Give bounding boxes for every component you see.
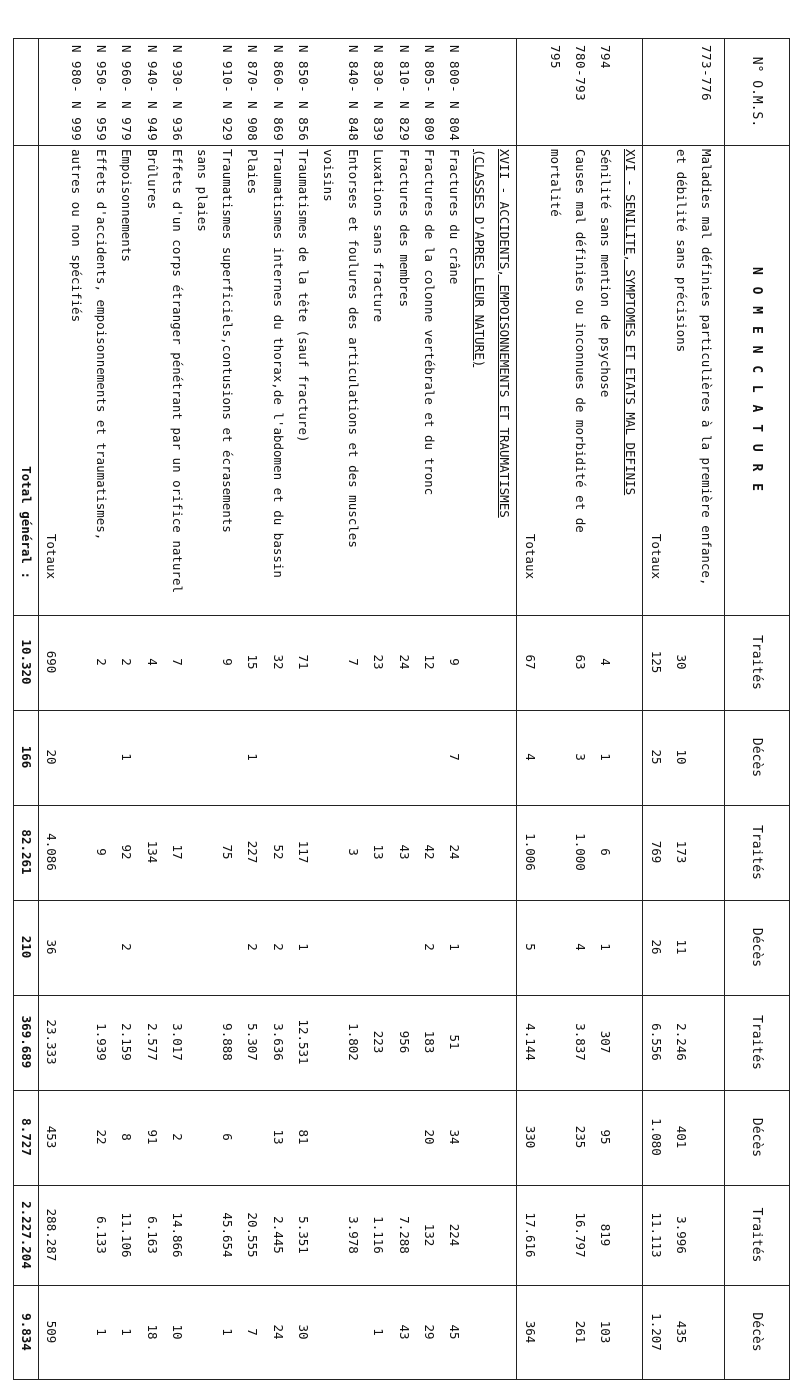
treated-value: 9.888 (220, 1023, 236, 1061)
treated-value: 4 (598, 658, 614, 666)
table-row (366, 39, 391, 1379)
treated-value: 92 (119, 844, 135, 860)
deaths-value: 330 (522, 1125, 538, 1149)
deaths-value: 36 (43, 939, 59, 955)
cause-label: Empoisonnements (119, 149, 135, 262)
deaths-value: 1 (119, 753, 135, 761)
deaths-value: 509 (43, 1320, 59, 1344)
cause-label: Traumatismes superficiels,contusions et écrasements (220, 149, 236, 533)
deaths-value: 25 (648, 749, 664, 765)
treated-value: 12.531 (295, 1019, 311, 1065)
treated-value: 75 (220, 844, 236, 860)
deaths-value: 10 (673, 749, 689, 765)
oms-code: N 860- N 869 (270, 45, 286, 142)
cause-label: voisins (320, 149, 336, 202)
statistics-table (13, 38, 790, 1380)
treated-value: 1.006 (522, 833, 538, 871)
cause-label: sans plaies (194, 149, 210, 232)
treated-value: 3.978 (346, 1216, 362, 1254)
deaths-value: 3 (572, 753, 588, 761)
deaths-value: 210 (18, 935, 34, 959)
table-row (190, 39, 215, 1379)
deaths-value: 34 (446, 1129, 462, 1145)
oms-code: N 870- N 908 (245, 45, 261, 142)
cause-label: Total général : (18, 466, 34, 579)
column-header-treated-1: Traités (749, 635, 765, 690)
deaths-value: 45 (446, 1324, 462, 1340)
treated-value: 5.351 (295, 1216, 311, 1254)
treated-value: 7 (169, 658, 185, 666)
table-row (139, 39, 164, 1379)
treated-value: 7.288 (396, 1216, 412, 1254)
treated-value: 23 (371, 654, 387, 670)
treated-value: 10.320 (18, 639, 34, 685)
oms-code: 780-793 (572, 45, 588, 102)
treated-value: 51 (446, 1034, 462, 1050)
treated-value: 223 (371, 1030, 387, 1054)
table-row (265, 39, 290, 1379)
deaths-value: 95 (598, 1129, 614, 1145)
treated-value: 2.246 (673, 1023, 689, 1061)
treated-value: 17.616 (522, 1212, 538, 1258)
treated-value: 4.086 (43, 833, 59, 871)
treated-value: 13 (371, 844, 387, 860)
treated-value: 224 (446, 1223, 462, 1247)
treated-value: 42 (421, 844, 437, 860)
column-header-treated-3: Traités (749, 1015, 765, 1070)
total-row (517, 39, 542, 1379)
column-header-treated-2: Traités (749, 825, 765, 880)
deaths-value: 1 (295, 943, 311, 951)
deaths-value: 24 (270, 1324, 286, 1340)
treated-value: 2.577 (144, 1023, 160, 1061)
treated-value: 15 (245, 654, 261, 670)
table-row (568, 39, 593, 1379)
treated-value: 82.261 (18, 829, 34, 875)
treated-value: 369.689 (18, 1015, 34, 1069)
treated-value: 2 (119, 658, 135, 666)
deaths-value: 22 (94, 1129, 110, 1145)
treated-value: 173 (673, 840, 689, 864)
cause-label: Fractures des membres (396, 149, 412, 308)
treated-value: 3.017 (169, 1023, 185, 1061)
treated-value: 819 (598, 1223, 614, 1247)
oms-code: N 960- N 979 (119, 45, 135, 142)
deaths-value: 2 (421, 943, 437, 951)
treated-value: 11.106 (119, 1212, 135, 1258)
treated-value: 6.133 (94, 1216, 110, 1254)
treated-value: 23.333 (43, 1019, 59, 1065)
treated-value: 9 (94, 848, 110, 856)
treated-value: 1.939 (94, 1023, 110, 1061)
cause-label: Traumatismes de la tête (sauf fracture) (295, 149, 311, 443)
deaths-value: 5 (522, 943, 538, 951)
treated-value: 2.159 (119, 1023, 135, 1061)
oms-code: N 805- N 809 (421, 45, 437, 142)
treated-value: 125 (648, 650, 664, 674)
deaths-value: 20 (421, 1129, 437, 1145)
deaths-value: 1 (446, 943, 462, 951)
section-heading: XVI - SENILITE, SYMPTOMES ET ETATS MAL DEFINIS (623, 149, 639, 496)
treated-value: 4.144 (522, 1023, 538, 1061)
oms-code: N 910- N 929 (220, 45, 236, 142)
cause-label: Causes mal définies ou inconnues de morbidité et de (572, 149, 588, 533)
cause-label: mortalité (547, 149, 563, 217)
treated-value: 3 (346, 848, 362, 856)
treated-value: 307 (598, 1030, 614, 1054)
treated-value: 20.555 (245, 1212, 261, 1258)
treated-value: 67 (522, 654, 538, 670)
deaths-value: 1 (371, 1328, 387, 1336)
treated-value: 6.556 (648, 1023, 664, 1061)
deaths-value: 91 (144, 1129, 160, 1145)
oms-code: N 940- N 949 (144, 45, 160, 142)
deaths-value: 2 (169, 1133, 185, 1141)
treated-value: 956 (396, 1030, 412, 1054)
oms-code: N 830- N 839 (371, 45, 387, 142)
deaths-value: 2 (119, 943, 135, 951)
column-header-deaths-1: Décès (749, 737, 765, 778)
deaths-value: 435 (673, 1320, 689, 1344)
treated-value: 12 (421, 654, 437, 670)
total-row (643, 39, 668, 1379)
treated-value: 24 (446, 844, 462, 860)
deaths-value: 30 (295, 1324, 311, 1340)
oms-code: 795 (547, 45, 563, 70)
treated-value: 1.116 (371, 1216, 387, 1254)
treated-value: 1.802 (346, 1023, 362, 1061)
deaths-value: 1 (119, 1328, 135, 1336)
treated-value: 1.000 (572, 833, 588, 871)
deaths-value: 453 (43, 1125, 59, 1149)
cause-label: Fractures du crâne (446, 149, 462, 285)
table-row (240, 39, 265, 1379)
oms-code: N 840- N 848 (346, 45, 362, 142)
oms-code: 773-776 (698, 45, 714, 102)
treated-value: 227 (245, 840, 261, 864)
column-header-deaths-4: Décès (749, 1312, 765, 1352)
column-header-deaths-3: Décès (749, 1117, 765, 1158)
deaths-value: 1 (245, 753, 261, 761)
section-heading: (CLASSES D'APRES LEUR NATURE) (472, 149, 488, 368)
table-row (618, 39, 643, 1379)
section-heading: XVII - ACCIDENTS, EMPOISONNEMENTS ET TRAUMATISMES (497, 149, 513, 518)
deaths-value: 20 (43, 749, 59, 765)
deaths-value: 10 (169, 1324, 185, 1340)
treated-value: 3.996 (673, 1216, 689, 1254)
cause-label: Sénilité sans mention de psychose (598, 149, 614, 398)
oms-code: N 930- N 936 (169, 45, 185, 142)
treated-value: 24 (396, 654, 412, 670)
treated-value: 690 (43, 650, 59, 674)
deaths-value: 11 (673, 939, 689, 955)
column-header-deaths-2: Décès (749, 927, 765, 968)
deaths-value: 1 (598, 943, 614, 951)
column-header-nomenclature: N O M E N C L A T U R E (749, 266, 765, 493)
deaths-value: 2 (245, 943, 261, 951)
treated-value: 32 (270, 654, 286, 670)
deaths-value: 235 (572, 1125, 588, 1149)
table-row (64, 39, 89, 1379)
table-row (669, 39, 694, 1379)
treated-value: 9 (446, 658, 462, 666)
treated-value: 117 (295, 840, 311, 864)
deaths-value: 7 (245, 1328, 261, 1336)
cause-label: Brûlures (144, 149, 160, 210)
deaths-value: 8.727 (18, 1118, 34, 1156)
table-row (492, 39, 517, 1379)
treated-value: 183 (421, 1030, 437, 1054)
table-row (215, 39, 240, 1379)
deaths-value: 103 (598, 1320, 614, 1344)
cause-label: autres ou non spécifiés (68, 149, 84, 323)
deaths-value: 4 (522, 753, 538, 761)
treated-value: 17 (169, 844, 185, 860)
deaths-value: 1 (598, 753, 614, 761)
table-row (316, 39, 341, 1379)
table-row (114, 39, 139, 1379)
deaths-value: 364 (522, 1320, 538, 1344)
treated-value: 63 (572, 654, 588, 670)
treated-value: 71 (295, 654, 311, 670)
treated-value: 11.113 (648, 1212, 664, 1258)
table-row (417, 39, 442, 1379)
oms-code: N 800- N 804 (446, 45, 462, 142)
treated-value: 4 (144, 658, 160, 666)
deaths-value: 26 (648, 939, 664, 955)
treated-value: 5.307 (245, 1023, 261, 1061)
table-row (442, 39, 467, 1379)
table-row (593, 39, 618, 1379)
treated-value: 288.287 (43, 1208, 59, 1262)
deaths-value: 401 (673, 1125, 689, 1149)
table-row (89, 39, 114, 1379)
cause-label: et débilité sans précisions (673, 149, 689, 353)
treated-value: 769 (648, 840, 664, 864)
deaths-value: 4 (572, 943, 588, 951)
treated-value: 6.163 (144, 1216, 160, 1254)
treated-value: 132 (421, 1223, 437, 1247)
cause-label: Traumatismes internes du thorax,de l'abdomen et du bassin (270, 149, 286, 578)
deaths-value: 1.207 (648, 1313, 664, 1351)
deaths-value: 261 (572, 1320, 588, 1344)
oms-code: N 950- N 959 (94, 45, 110, 142)
table-row (467, 39, 492, 1379)
treated-value: 45.654 (220, 1212, 236, 1258)
total-row (39, 39, 64, 1379)
deaths-value: 166 (18, 745, 34, 769)
cause-label: Luxations sans fracture (371, 149, 387, 323)
deaths-value: 1.080 (648, 1118, 664, 1156)
grand-total-row (13, 39, 38, 1379)
cause-label: Fractures de la colonne vertébrale et du tronc (421, 149, 437, 496)
treated-value: 14.866 (169, 1212, 185, 1258)
treated-value: 2.227.204 (18, 1201, 34, 1269)
deaths-value: 1 (220, 1328, 236, 1336)
treated-value: 16.797 (572, 1212, 588, 1258)
treated-value: 2 (94, 658, 110, 666)
cause-label: Plaies (245, 149, 261, 195)
deaths-value: 81 (295, 1129, 311, 1145)
treated-value: 3.636 (270, 1023, 286, 1061)
treated-value: 7 (346, 658, 362, 666)
deaths-value: 29 (421, 1324, 437, 1340)
oms-code: N 850- N 856 (295, 45, 311, 142)
treated-value: 30 (673, 654, 689, 670)
table-row (694, 39, 719, 1379)
cause-label: Maladies mal définies particulières à la première enfance, (698, 149, 714, 586)
cause-label: Totaux (648, 533, 664, 579)
deaths-value: 1 (94, 1328, 110, 1336)
treated-value: 43 (396, 844, 412, 860)
cause-label: Effets d'un corps étranger pénétrant par un orifice naturel (169, 149, 185, 594)
table-row (291, 39, 316, 1379)
deaths-value: 2 (270, 943, 286, 951)
treated-value: 134 (144, 840, 160, 864)
table-row (341, 39, 366, 1379)
deaths-value: 8 (119, 1133, 135, 1141)
deaths-value: 7 (446, 753, 462, 761)
cause-label: Effets d'accidents, empoisonnements et traumatismes, (94, 149, 110, 541)
treated-value: 9 (220, 658, 236, 666)
table-row (165, 39, 190, 1379)
deaths-value: 43 (396, 1324, 412, 1340)
table-row (391, 39, 416, 1379)
column-header-number: N° O.M.S. (749, 56, 765, 128)
oms-code: N 810- N 829 (396, 45, 412, 142)
deaths-value: 18 (144, 1324, 160, 1340)
oms-code: 794 (598, 45, 614, 70)
treated-value: 2.445 (270, 1216, 286, 1254)
deaths-value: 6 (220, 1133, 236, 1141)
column-header-treated-4: Traités (749, 1207, 765, 1263)
table-row (543, 39, 568, 1379)
oms-code: N 980- N 999 (68, 45, 84, 142)
treated-value: 3.837 (572, 1023, 588, 1061)
cause-label: Totaux (43, 533, 59, 579)
cause-label: Totaux (522, 533, 538, 579)
treated-value: 52 (270, 844, 286, 860)
deaths-value: 13 (270, 1129, 286, 1145)
deaths-value: 9.834 (18, 1313, 34, 1351)
cause-label: Entorses et foulures des articulations et des muscles (346, 149, 362, 548)
treated-value: 6 (598, 848, 614, 856)
